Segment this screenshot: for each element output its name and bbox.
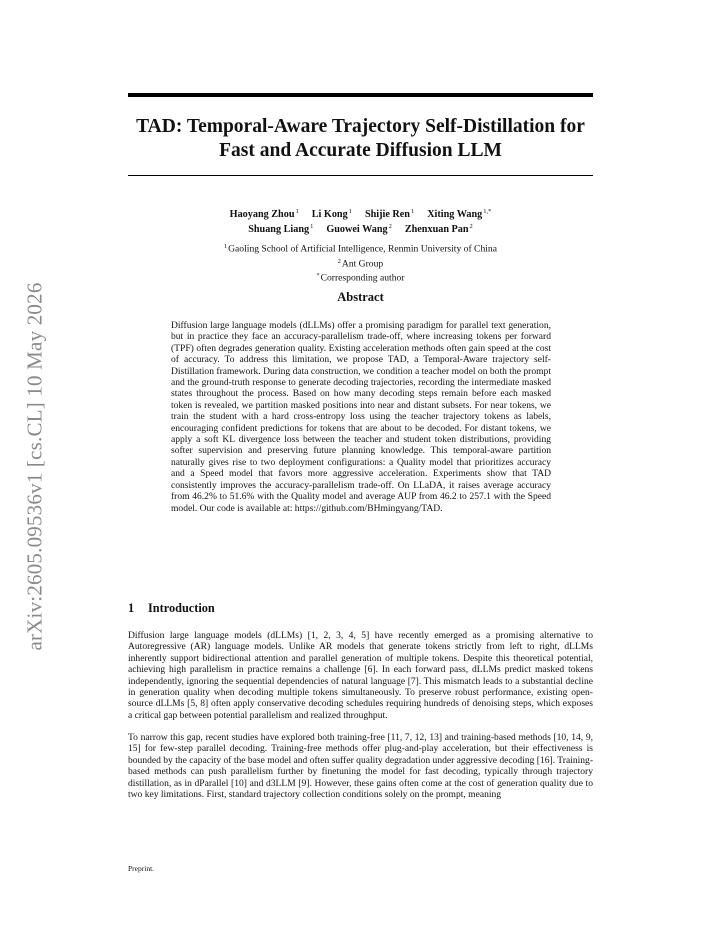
section-title: Introduction <box>148 601 215 615</box>
section-number: 1 <box>128 601 135 615</box>
title-bottom-rule <box>128 175 593 176</box>
author: Shuang Liang$^1$ <box>248 223 314 235</box>
author: Guowei Wang$^2$ <box>326 223 392 235</box>
affiliation: $^2$Ant Group <box>337 257 384 269</box>
author: Xiting Wang$^{1,*}$ <box>427 208 492 220</box>
author: Shijie Ren$^1$ <box>364 208 415 220</box>
author-row-1 <box>128 206 593 221</box>
section-heading-introduction <box>128 601 593 616</box>
author-list <box>128 206 593 236</box>
author: Zhenxuan Pan$^2$ <box>404 223 473 235</box>
affiliation: *Corresponding author <box>316 272 405 284</box>
author: Haoyang Zhou$^1$ <box>229 208 299 220</box>
arxiv-identifier: arXiv:2605.09536v1 [cs.CL] 10 May 2026 <box>22 281 47 651</box>
author-row-2 <box>128 221 593 236</box>
paper-title <box>118 115 603 163</box>
title-top-rule <box>128 93 593 97</box>
intro-paragraph-1: Diffusion large language models (dLLMs) [1, 2, 3, 4, 5] have recently emerged as a promising alternative to Autoregressive (AR) language models. Unlike AR models that generate tokens strictly from left to right, dLLMs inherently support bidirectional attention and parallel generation of multiple tokens. Despite this theoretical potential, achieving high parallelism in practice remains a challenge [6]. In each forward pass, dLLMs predict masked tokens independently, ignoring the sequential dependencies of natural language [7]. This mismatch leads to a substantial decline in generation quality when decoding multiple tokens simultaneously. To preserve robust performance, existing open-source dLLMs [5, 8] often apply conservative decoding schedules requiring hundreds of denoising steps, which exposes a critical gap between potential parallelism and realized throughput. <box>128 630 593 721</box>
paper-title-line-1: TAD: Temporal-Aware Trajectory Self-Distillation for <box>136 116 585 137</box>
affiliation: $^1$Gaoling School of Artificial Intelligence, Renmin University of China <box>224 243 497 255</box>
intro-paragraph-2: To narrow this gap, recent studies have explored both training-free [11, 7, 12, 13] and training-based methods [10, 14, 9, 15] for few-step parallel decoding. Training-free methods offer plug-and-play acceleration, but their effectiveness is bounded by the capacity of the base model and often suffer quality degradation under aggressive decoding [16]. Training-based methods can push parallelism further by finetuning the model for fast decoding, typically through trajectory distillation, as in dParallel [10] and d3LLM [9]. However, these gains often come at the cost of generation quality due to two key limitations. First, standard trajectory collection conditions solely on the prompt, meaning <box>128 732 593 801</box>
abstract-heading: Abstract <box>337 290 384 304</box>
abstract-text: Diffusion large language models (dLLMs) offer a promising paradigm for parallel text generation, but in practice they face an accuracy-parallelism trade-off, where increasing tokens per forward (TPF) often degrades generation quality. Existing acceleration methods often gain speed at the cost of accuracy. To address this limitation, we propose TAD, a Temporal-Aware trajectory self-Distillation framework. During data construction, we condition a teacher model on both the prompt and the ground-truth response to generate decoding trajectories, recording the intermediate masked states throughout the process. Based on how many decoding steps remain before each masked token is revealed, we partition masked positions into near and distant subsets. For near tokens, we train the student with a hard cross-entropy loss using the teacher trajectory tokens as labels, encouraging confident predictions for tokens that are about to be decoded. For distant tokens, we apply a soft KL divergence loss between the teacher and student token distributions, providing softer supervision and preserving future planning knowledge. This temporal-aware partition naturally gives rise to two deployment configurations: a Quality model that prioritizes accuracy and a Speed model that favors more aggressive acceleration. Experiments show that TAD consistently improves the accuracy-parallelism trade-off. On LLaDA, it raises average accuracy from 46.2% to 51.6% with the Quality model and average AUP from 46.2 to 257.1 with the Speed model. Our code is available at: https://github.com/BHmingyang/TAD. <box>171 320 551 514</box>
footer-note: Preprint. <box>128 864 155 873</box>
arxiv-identifier-sidebar <box>22 256 48 676</box>
author: Li Kong$^1$ <box>311 208 352 220</box>
paper-title-line-2: Fast and Accurate Diffusion LLM <box>219 140 502 161</box>
affiliation-list <box>128 241 593 285</box>
